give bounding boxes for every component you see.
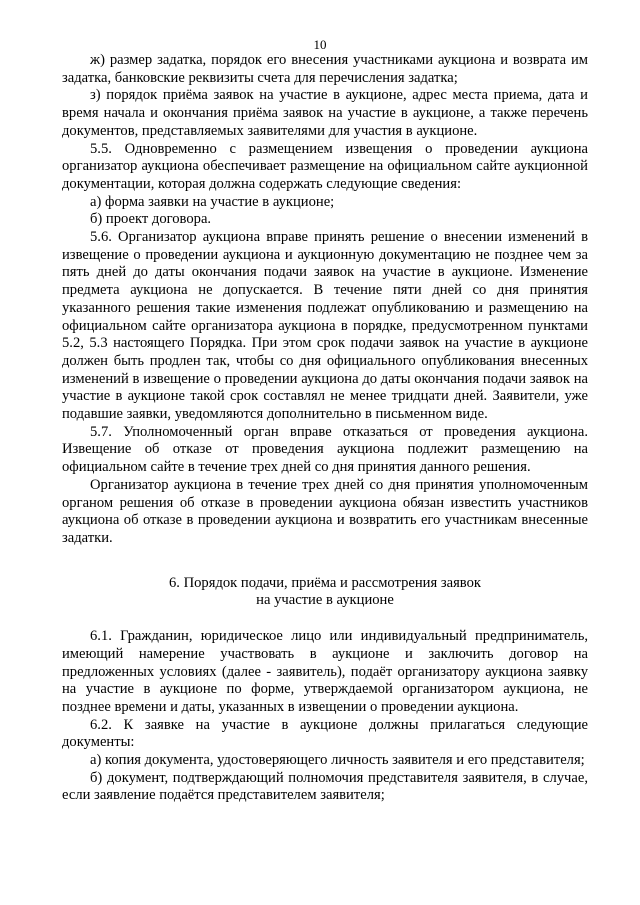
section-heading-line-1: 6. Порядок подачи, приёма и рассмотрения заявок <box>169 574 481 591</box>
paragraph-item-z: з) порядок приёма заявок на участие в аукционе, адрес места приема, дата и время начала и окончания приёма заявок на участие в аукционе, а также перечень документов, представляемых заявителями для участия в аукционе. <box>62 87 588 139</box>
paragraph-item-zh: ж) размер задатка, порядок его внесения участниками аукциона и возврата им задатка, банковские реквизиты счета для перечисления задатка; <box>62 52 588 86</box>
paragraph-5-6: 5.6. Организатор аукциона вправе принять решение о внесении изменений в извещение о проведении аукциона и аукционную документацию не позднее чем за пять дней до даты окончания подачи заявок на участие в аукционе. Изменение предмета аукциона не допускается. В течение пяти дней со дня принятия указанного решения такие изменения подлежат опубликованию и размещению на официальном сайте организатора аукциона в порядке, предусмотренном пунктами 5.2, 5.3 настоящего Порядка. При этом срок подачи заявок на участие в аукционе должен быть продлен так, чтобы со дня официального опубликования внесенных изменений в извещение о проведении аукциона до даты окончания подачи заявок на участие в аукционе такой срок составлял не менее тридцати дней. Заявители, уже подавшие заявки, уведомляются дополнительно в письменном виде. <box>62 229 588 423</box>
page-number: 10 <box>313 37 327 52</box>
paragraph-item-a-form: а) форма заявки на участие в аукционе; <box>90 193 335 210</box>
paragraph-6-1: 6.1. Гражданин, юридическое лицо или индивидуальный предприниматель, имеющий намерение участвовать в аукционе и заключить договор на предложенных условиях (далее - заявитель), подаёт организатору аукциона заявку на участие в аукционе по форме, утверждаемой организатором аукциона, не позднее времени и даты, указанных в извещении о проведении аукциона. <box>62 628 588 715</box>
section-heading <box>62 575 588 610</box>
paragraph-5-7: 5.7. Уполномоченный орган вправе отказаться от проведения аукциона. Извещение об отказе от проведения аукциона подлежит размещению на официальном сайте в течение трех дней со дня принятия данного решения. <box>62 423 588 476</box>
section-heading-line-2: на участие в аукционе <box>256 592 394 609</box>
paragraph-5-5: 5.5. Одновременно с размещением извещения о проведении аукциона организатор аукциона обеспечивает размещение на официальном сайте аукционной документации, которая должна содержать следующие сведения: <box>62 140 588 192</box>
document-body <box>62 52 588 805</box>
paragraph-6-2: 6.2. К заявке на участие в аукционе должны прилагаться следующие документы: <box>62 716 588 751</box>
paragraph-item-b-authority: б) документ, подтверждающий полномочия представителя заявителя, в случае, если заявление подаётся представителем заявителя; <box>62 769 588 804</box>
paragraph-item-a-id-copy: а) копия документа, удостоверяющего личность заявителя и его представителя; <box>90 752 585 769</box>
paragraph-organizer-notice: Организатор аукциона в течение трех дней со дня принятия уполномоченным органом решения об отказе в проведении аукциона обязан известить участников аукциона об отказе в проведении аукциона и возвратить его участникам внесенные задатки. <box>62 476 588 546</box>
paragraph-item-b-draft: б) проект договора. <box>90 211 212 228</box>
